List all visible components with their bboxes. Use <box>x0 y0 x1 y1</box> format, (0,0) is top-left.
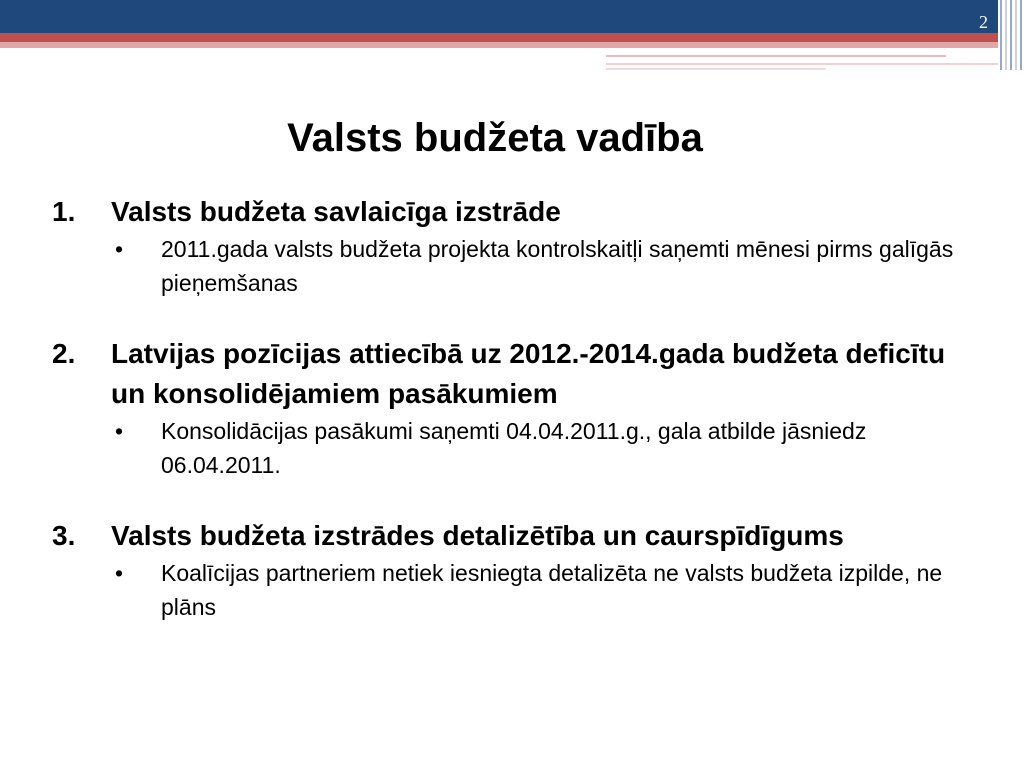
sub-bullet-text: Konsolidācijas pasākumi saņemti 04.04.2011.g., gala atbilde jāsniedz 06.04.2011. <box>161 418 867 478</box>
sub-bullet <box>111 232 982 300</box>
header-decoration <box>0 0 1024 48</box>
item-heading: Latvijas pozīcijas attiecībā uz 2012.-2014.gada budžeta deficītu un konsolidējamiem pasākumiem <box>111 338 946 409</box>
header-light-red-bar <box>0 42 1000 48</box>
list-item <box>52 192 982 300</box>
sub-bullet-text: 2011.gada valsts budžeta projekta kontrolskaitļi saņemti mēnesi pirms galīgās pieņemšanas <box>161 236 954 296</box>
bullet-icon: • <box>115 418 124 444</box>
item-number: 2. <box>52 338 76 369</box>
bullet-icon: • <box>115 560 124 586</box>
item-heading: Valsts budžeta savlaicīga izstrāde <box>111 196 561 227</box>
decor-line <box>606 55 946 57</box>
decor-line <box>606 68 826 70</box>
vertical-stripes-decoration <box>998 0 1024 70</box>
slide-title: Valsts budžeta vadība <box>287 116 703 160</box>
list-item <box>52 334 982 482</box>
list-item <box>52 516 982 624</box>
decor-line <box>606 63 1000 65</box>
slide-content <box>52 192 982 658</box>
header-blue-bar <box>0 0 1000 33</box>
item-number: 3. <box>52 520 76 551</box>
sub-bullet <box>111 556 982 624</box>
slide-number: 2 <box>979 12 988 32</box>
sub-bullet <box>111 414 982 482</box>
sub-bullet-text: Koalīcijas partneriem netiek iesniegta detalizēta ne valsts budžeta izpilde, ne plāns <box>161 560 943 620</box>
bullet-icon: • <box>115 236 124 262</box>
item-heading: Valsts budžeta izstrādes detalizētība un caurspīdīgums <box>111 520 844 551</box>
item-number: 1. <box>52 196 76 227</box>
header-red-bar <box>0 33 1000 42</box>
